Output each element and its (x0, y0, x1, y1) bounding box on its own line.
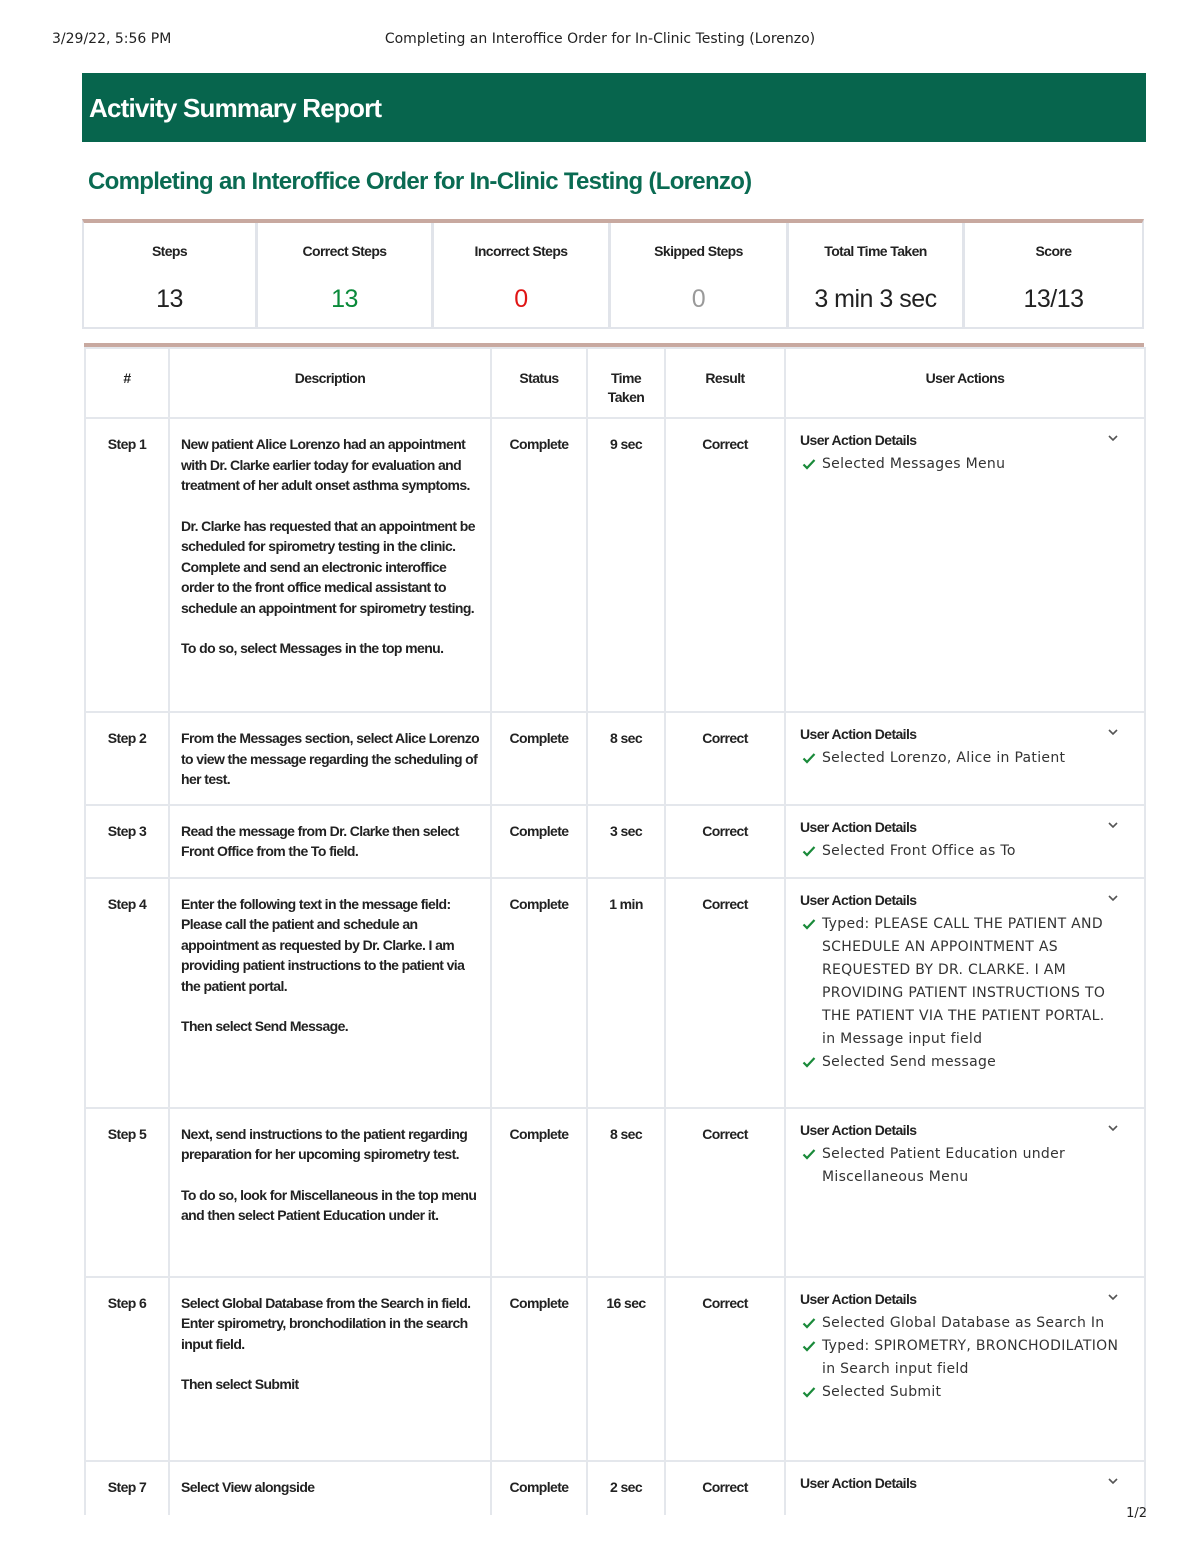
step-description (169, 1461, 491, 1515)
step-status: Complete (491, 712, 587, 805)
stat-label: Incorrect Steps (474, 243, 568, 259)
chevron-down-icon[interactable] (1108, 1292, 1118, 1302)
step-result: Correct (665, 1108, 785, 1277)
step-user-actions (785, 418, 1145, 712)
step-user-actions (785, 878, 1145, 1108)
description-text: in the top menu. (341, 640, 444, 656)
check-icon (802, 1056, 816, 1068)
stat-value: 13/13 (1023, 285, 1084, 313)
user-action-list (800, 747, 1122, 770)
description-text: Select (181, 1478, 222, 1495)
user-action-item (800, 840, 1122, 863)
step-result: Correct (665, 418, 785, 712)
step-status: Complete (491, 878, 587, 1108)
user-action-item (800, 1335, 1122, 1381)
check-icon (802, 845, 816, 857)
step-number: Step 1 (85, 418, 169, 712)
user-action-details-toggle[interactable]: User Action Details (800, 1290, 917, 1307)
chevron-down-icon[interactable] (1108, 1476, 1118, 1486)
description-text: in the search input field. (181, 1315, 468, 1352)
description-text: Then select (181, 1376, 255, 1392)
description-emphasis: Global Database (221, 1294, 323, 1311)
step-result: Correct (665, 878, 785, 1108)
col-header-result: Result (665, 348, 785, 418)
step-user-actions (785, 1277, 1145, 1461)
check-icon (802, 1386, 816, 1398)
description-paragraph (181, 1185, 480, 1226)
description-text: from the Search in field. Enter (181, 1294, 471, 1331)
table-row (85, 1277, 1145, 1461)
description-text: Then select (181, 1018, 255, 1034)
col-header-user-actions: User Actions (785, 348, 1145, 418)
chevron-down-icon[interactable] (1108, 433, 1118, 443)
description-emphasis: Miscellaneous (289, 1186, 378, 1203)
report-banner (82, 73, 1146, 142)
step-user-actions (785, 1461, 1145, 1515)
step-user-actions (785, 1108, 1145, 1277)
step-number: Step 6 (85, 1277, 169, 1461)
user-action-text: Selected Lorenzo, Alice in Patient (822, 750, 1066, 766)
stat-label: Steps (151, 243, 188, 259)
stat-steps (84, 223, 258, 327)
stat-correct-steps (258, 223, 434, 327)
col-header-time-taken: Time Taken (587, 348, 665, 418)
stat-label: Total Time Taken (824, 243, 927, 259)
step-status: Complete (491, 418, 587, 712)
step-description (169, 1277, 491, 1461)
user-action-item (800, 747, 1122, 770)
user-action-text: Typed: PLEASE CALL THE PATIENT AND SCHEDULE AN APPOINTMENT AS REQUESTED BY DR. CLARKE. I AM PROVIDING PATIENT INSTRUCTIONS TO THE PATIENT VIA THE PATIENT PORTAL. in Message input field (822, 915, 1106, 1047)
user-action-details-toggle[interactable]: User Action Details (800, 726, 917, 742)
description-text: alongside (251, 1478, 315, 1495)
stat-score (965, 223, 1142, 327)
col-header-description: Description (169, 348, 491, 418)
description-paragraph (181, 894, 480, 997)
chevron-down-icon[interactable] (1108, 820, 1118, 830)
description-emphasis: Front Office (181, 843, 254, 859)
activity-title: Completing an Interoffice Order for In-Clinic Testing (Lorenzo) (88, 168, 752, 195)
step-description (169, 1108, 491, 1277)
description-paragraph (181, 638, 480, 659)
stat-value: 3 min 3 sec (814, 285, 937, 313)
stat-value: 13 (156, 285, 183, 313)
description-paragraph (181, 1016, 480, 1037)
stat-value: 0 (514, 285, 528, 313)
check-icon (802, 458, 816, 470)
step-result: Correct (665, 1277, 785, 1461)
step-user-actions (785, 712, 1145, 805)
stat-value: 0 (691, 285, 706, 313)
step-time: 8 sec (587, 1108, 665, 1277)
step-time: 9 sec (587, 418, 665, 712)
step-number: Step 5 (85, 1108, 169, 1277)
step-time: 16 sec (587, 1277, 665, 1461)
stat-value: 13 (331, 285, 358, 313)
print-header (52, 31, 1148, 51)
table-row (85, 878, 1145, 1108)
user-action-item (800, 1143, 1122, 1189)
step-number: Step 7 (85, 1461, 169, 1515)
user-action-text: Selected Global Database as Search In (822, 1314, 1105, 1331)
user-action-list (800, 913, 1122, 1074)
step-result: Correct (665, 712, 785, 805)
col-header-number: # (85, 348, 169, 418)
user-action-text: Typed: SPIROMETRY, BRONCHODILATION in Search input field (822, 1337, 1119, 1377)
col-header-status: Status (491, 348, 587, 418)
stat-total-time (789, 223, 965, 327)
user-action-text: Selected Send message (822, 1053, 997, 1070)
description-text: To do so, look for (181, 1186, 290, 1203)
description-paragraph: Next, send instructions to the patient regarding preparation for her upcoming spirometry test. (181, 1125, 468, 1162)
user-action-text: Selected Messages Menu (822, 456, 1006, 472)
step-number: Step 4 (85, 878, 169, 1108)
check-icon (802, 1340, 816, 1352)
step-number: Step 3 (85, 805, 169, 878)
step-user-actions (785, 805, 1145, 878)
user-action-list (800, 840, 1122, 863)
user-action-text: Selected Patient Education under Miscellaneous Menu (822, 1145, 1066, 1185)
banner-title: Activity Summary Report (89, 93, 382, 123)
table-row (85, 712, 1145, 805)
steps-table-wrapper (84, 343, 1144, 1515)
user-action-details-toggle[interactable]: User Action Details (800, 432, 917, 448)
description-text: Select (181, 1294, 222, 1311)
stat-label: Score (1035, 243, 1072, 259)
description-paragraph: New patient Alice Lorenzo had an appointment with Dr. Clarke earlier today for evaluation and treatment of her adult onset asthma symptoms. (181, 436, 470, 493)
steps-table (84, 347, 1146, 1515)
user-action-details-toggle[interactable]: User Action Details (800, 891, 917, 908)
user-action-item (800, 1381, 1122, 1404)
stat-incorrect-steps (434, 223, 611, 327)
chevron-down-icon[interactable] (1108, 893, 1118, 903)
description-paragraph (181, 821, 480, 862)
description-paragraph: From the Messages section, select Alice Lorenzo to view the message regarding the scheduling of her test. (181, 730, 480, 787)
table-row (85, 418, 1145, 712)
description-emphasis: Messages (279, 640, 342, 656)
user-action-item (800, 913, 1122, 1051)
description-text: . (344, 1018, 349, 1034)
description-emphasis: spirometry, bronchodilation (217, 1315, 386, 1331)
description-paragraph (181, 1477, 480, 1498)
description-text: under it. (385, 1207, 439, 1223)
table-header-row (85, 348, 1145, 418)
description-emphasis: Please call the patient and schedule an appointment as requested by Dr. Clarke. I am providing patient instructions to the patient via the patient portal. (181, 916, 465, 994)
chevron-down-icon[interactable] (1108, 727, 1118, 737)
print-datetime: 3/29/22, 5:56 PM (52, 31, 172, 47)
step-time: 8 sec (587, 712, 665, 805)
description-emphasis: View (221, 1478, 252, 1495)
step-description (169, 878, 491, 1108)
step-status: Complete (491, 1277, 587, 1461)
step-description (169, 805, 491, 878)
step-time: 2 sec (587, 1461, 665, 1515)
step-result: Correct (665, 1461, 785, 1515)
user-action-item (800, 1051, 1122, 1074)
step-time: 3 sec (587, 805, 665, 878)
description-text: Read the message from Dr. Clarke then select (181, 822, 459, 839)
stat-skipped-steps (611, 223, 789, 327)
step-description (169, 712, 491, 805)
description-emphasis: Send Message (254, 1018, 345, 1034)
user-action-list (800, 1312, 1122, 1404)
user-action-details-toggle[interactable]: User Action Details (800, 818, 917, 835)
print-doc-title: Completing an Interoffice Order for In-Clinic Testing (Lorenzo) (384, 31, 816, 47)
check-icon (802, 918, 816, 930)
user-action-item (800, 1312, 1122, 1335)
check-icon (802, 1148, 816, 1160)
step-result: Correct (665, 805, 785, 878)
stat-label: Skipped Steps (654, 243, 743, 259)
step-status: Complete (491, 1108, 587, 1277)
step-status: Complete (491, 1461, 587, 1515)
description-emphasis: Patient Education (277, 1207, 386, 1223)
table-row (85, 1108, 1145, 1277)
description-text: in the top menu and then select (181, 1186, 477, 1223)
user-action-details-toggle[interactable]: User Action Details (800, 1474, 917, 1491)
description-text: from the To field. (253, 843, 359, 859)
user-action-list (800, 1143, 1122, 1189)
table-row (85, 805, 1145, 878)
user-action-text: Selected Submit (822, 1383, 942, 1400)
step-status: Complete (491, 805, 587, 878)
step-time: 1 min (587, 878, 665, 1108)
check-icon (802, 752, 816, 764)
page-number: 1/2 (1126, 1506, 1147, 1521)
description-paragraph: Dr. Clarke has requested that an appointment be scheduled for spirometry testing in the clinic. Complete and send an electronic interoffice order to the front office medical assistant to schedule an appointment for spirometry testing. (181, 517, 475, 616)
step-description (169, 418, 491, 712)
user-action-text: Selected Front Office as To (822, 842, 1016, 859)
description-text: To do so, select (181, 640, 280, 656)
table-row (85, 1461, 1145, 1515)
description-paragraph (181, 1293, 480, 1355)
chevron-down-icon[interactable] (1108, 1123, 1118, 1133)
user-action-item (800, 453, 1122, 476)
description-paragraph (181, 1374, 480, 1395)
user-action-list (800, 453, 1122, 476)
summary-stats (82, 219, 1144, 329)
user-action-details-toggle[interactable]: User Action Details (800, 1121, 917, 1138)
check-icon (802, 1317, 816, 1329)
description-text: Enter the following text in the message field: (181, 895, 451, 912)
description-emphasis: Submit (254, 1376, 299, 1392)
step-number: Step 2 (85, 712, 169, 805)
stat-label: Correct Steps (302, 243, 387, 259)
